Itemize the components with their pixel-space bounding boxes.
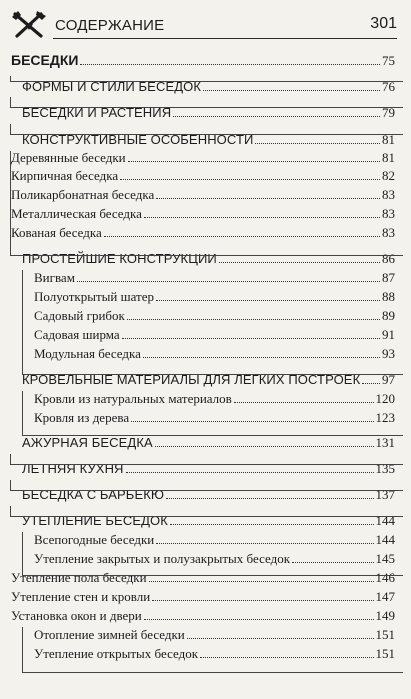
section-bracket xyxy=(22,270,403,375)
toc-entry-page: 149 xyxy=(375,608,395,623)
toc-entry-title: Утепление пола беседки xyxy=(11,570,147,585)
toc-entry-page: 93 xyxy=(382,346,395,361)
toc-entry-page: 81 xyxy=(382,132,395,147)
toc-entry-page: 131 xyxy=(375,435,395,450)
section-bracket xyxy=(22,391,403,436)
toc-entry-page: 81 xyxy=(382,150,395,165)
toc-entry-title: Всепогодные беседки xyxy=(34,532,155,547)
toc-entry-title: Кованая беседка xyxy=(11,225,102,240)
toc-entry-page: 87 xyxy=(382,270,395,285)
toc-entry-title: Полуоткрытый шатер xyxy=(34,289,154,304)
toc-entry-page: 83 xyxy=(382,225,395,240)
page-number: 301 xyxy=(370,15,397,32)
dot-leader xyxy=(80,53,380,65)
toc-entry[interactable] xyxy=(11,51,395,69)
dot-leader xyxy=(144,608,374,620)
toc-entry-page: 89 xyxy=(382,308,395,323)
toc-entry-page: 88 xyxy=(382,289,395,304)
toc-entry-title: АЖУРНАЯ БЕСЕДКА xyxy=(22,435,153,450)
header-rule xyxy=(53,38,397,39)
section-bracket xyxy=(10,454,403,465)
section-bracket xyxy=(22,627,403,673)
toc-entry-page: 97 xyxy=(382,372,395,387)
section-bracket xyxy=(10,124,403,135)
toc-entry-title: КОНСТРУКТИВНЫЕ ОСОБЕННОСТИ xyxy=(22,132,254,147)
toc-entry-page: 123 xyxy=(375,410,395,425)
toc-entry-title: Кровля из дерева xyxy=(34,410,130,425)
toc-entry[interactable] xyxy=(22,434,395,452)
toc-entry-page: 144 xyxy=(375,532,395,547)
toc-entry-title: ПРОСТЕЙШИЕ КОНСТРУКЦИИ xyxy=(22,251,217,266)
toc-entry-page: 151 xyxy=(375,646,395,661)
toc-entry-page: 83 xyxy=(382,187,395,202)
section-title: СОДЕРЖАНИЕ xyxy=(55,17,165,34)
toc-entry-title: Модульная беседка xyxy=(34,346,141,361)
toc-entry-page: 75 xyxy=(382,53,395,68)
toc-entry[interactable] xyxy=(11,607,395,625)
section-bracket xyxy=(10,151,403,256)
toc-entry-page: 135 xyxy=(375,461,395,476)
toc-entry-page: 79 xyxy=(382,105,395,120)
section-bracket xyxy=(10,480,403,491)
toc-entry-title: УТЕПЛЕНИЕ БЕСЕДОК xyxy=(22,513,168,528)
toc-entry-title: ФОРМЫ И СТИЛИ БЕСЕДОК xyxy=(22,79,202,94)
section-bracket xyxy=(10,97,403,108)
toc-entry-title: Утепление закрытых и полузакрытых беседок xyxy=(34,551,291,566)
toc-entry-title: Садовый грибок xyxy=(34,308,125,323)
toc-entry-title: Утепление открытых беседок xyxy=(34,646,199,661)
toc-entry-title: Деревянные беседки xyxy=(11,150,126,165)
toc-entry[interactable] xyxy=(11,588,395,606)
toc-entry-title: БЕСЕДКИ xyxy=(11,52,79,68)
toc-entry-title: БЕСЕДКИ И РАСТЕНИЯ xyxy=(22,105,172,120)
toc-entry-title: КРОВЕЛЬНЫЕ МАТЕРИАЛЫ ДЛЯ ЛЕГКИХ ПОСТРОЕК xyxy=(22,372,361,387)
toc-entry-title: Кирпичная беседка xyxy=(11,168,119,183)
toc-entry-page: 147 xyxy=(375,589,395,604)
toc-entry-page: 145 xyxy=(375,551,395,566)
page-header xyxy=(0,0,411,44)
toc-entry-title: Вигвам xyxy=(34,270,75,285)
toc-entry-page: 120 xyxy=(375,391,395,406)
toc-entry-title: Отопление зимней беседки xyxy=(34,627,185,642)
toc-entry-title: Поликарбонатная беседка xyxy=(11,187,155,202)
toc-entry-title: Установка окон и двери xyxy=(11,608,142,623)
toc-entry-page: 137 xyxy=(375,487,395,502)
toc-entry-title: Металлическая беседка xyxy=(11,206,142,221)
toc-entry-title: Утепление стен и кровли xyxy=(11,589,151,604)
toc-entry-title: БЕСЕДКА С БАРБЕКЮ xyxy=(22,487,165,502)
toc-entry-page: 144 xyxy=(375,513,395,528)
dot-leader xyxy=(155,435,374,447)
toc-entry-page: 83 xyxy=(382,206,395,221)
toc-entry-title: ЛЕТНЯЯ КУХНЯ xyxy=(22,461,124,476)
toc-entry-page: 91 xyxy=(382,327,395,342)
section-bracket xyxy=(10,76,403,82)
section-bracket xyxy=(10,506,403,517)
toc-entry-page: 86 xyxy=(382,251,395,266)
crossed-tools-logo-icon xyxy=(11,10,47,40)
dot-leader xyxy=(152,589,373,601)
toc-entry-page: 76 xyxy=(382,79,395,94)
toc-entry-page: 82 xyxy=(382,168,395,183)
toc-entry-page: 151 xyxy=(375,627,395,642)
toc-entry-title: Кровли из натуральных материалов xyxy=(34,391,232,406)
section-bracket xyxy=(22,532,403,576)
toc-entry-page: 146 xyxy=(375,570,395,585)
toc-entry-title: Садовая ширма xyxy=(34,327,120,342)
